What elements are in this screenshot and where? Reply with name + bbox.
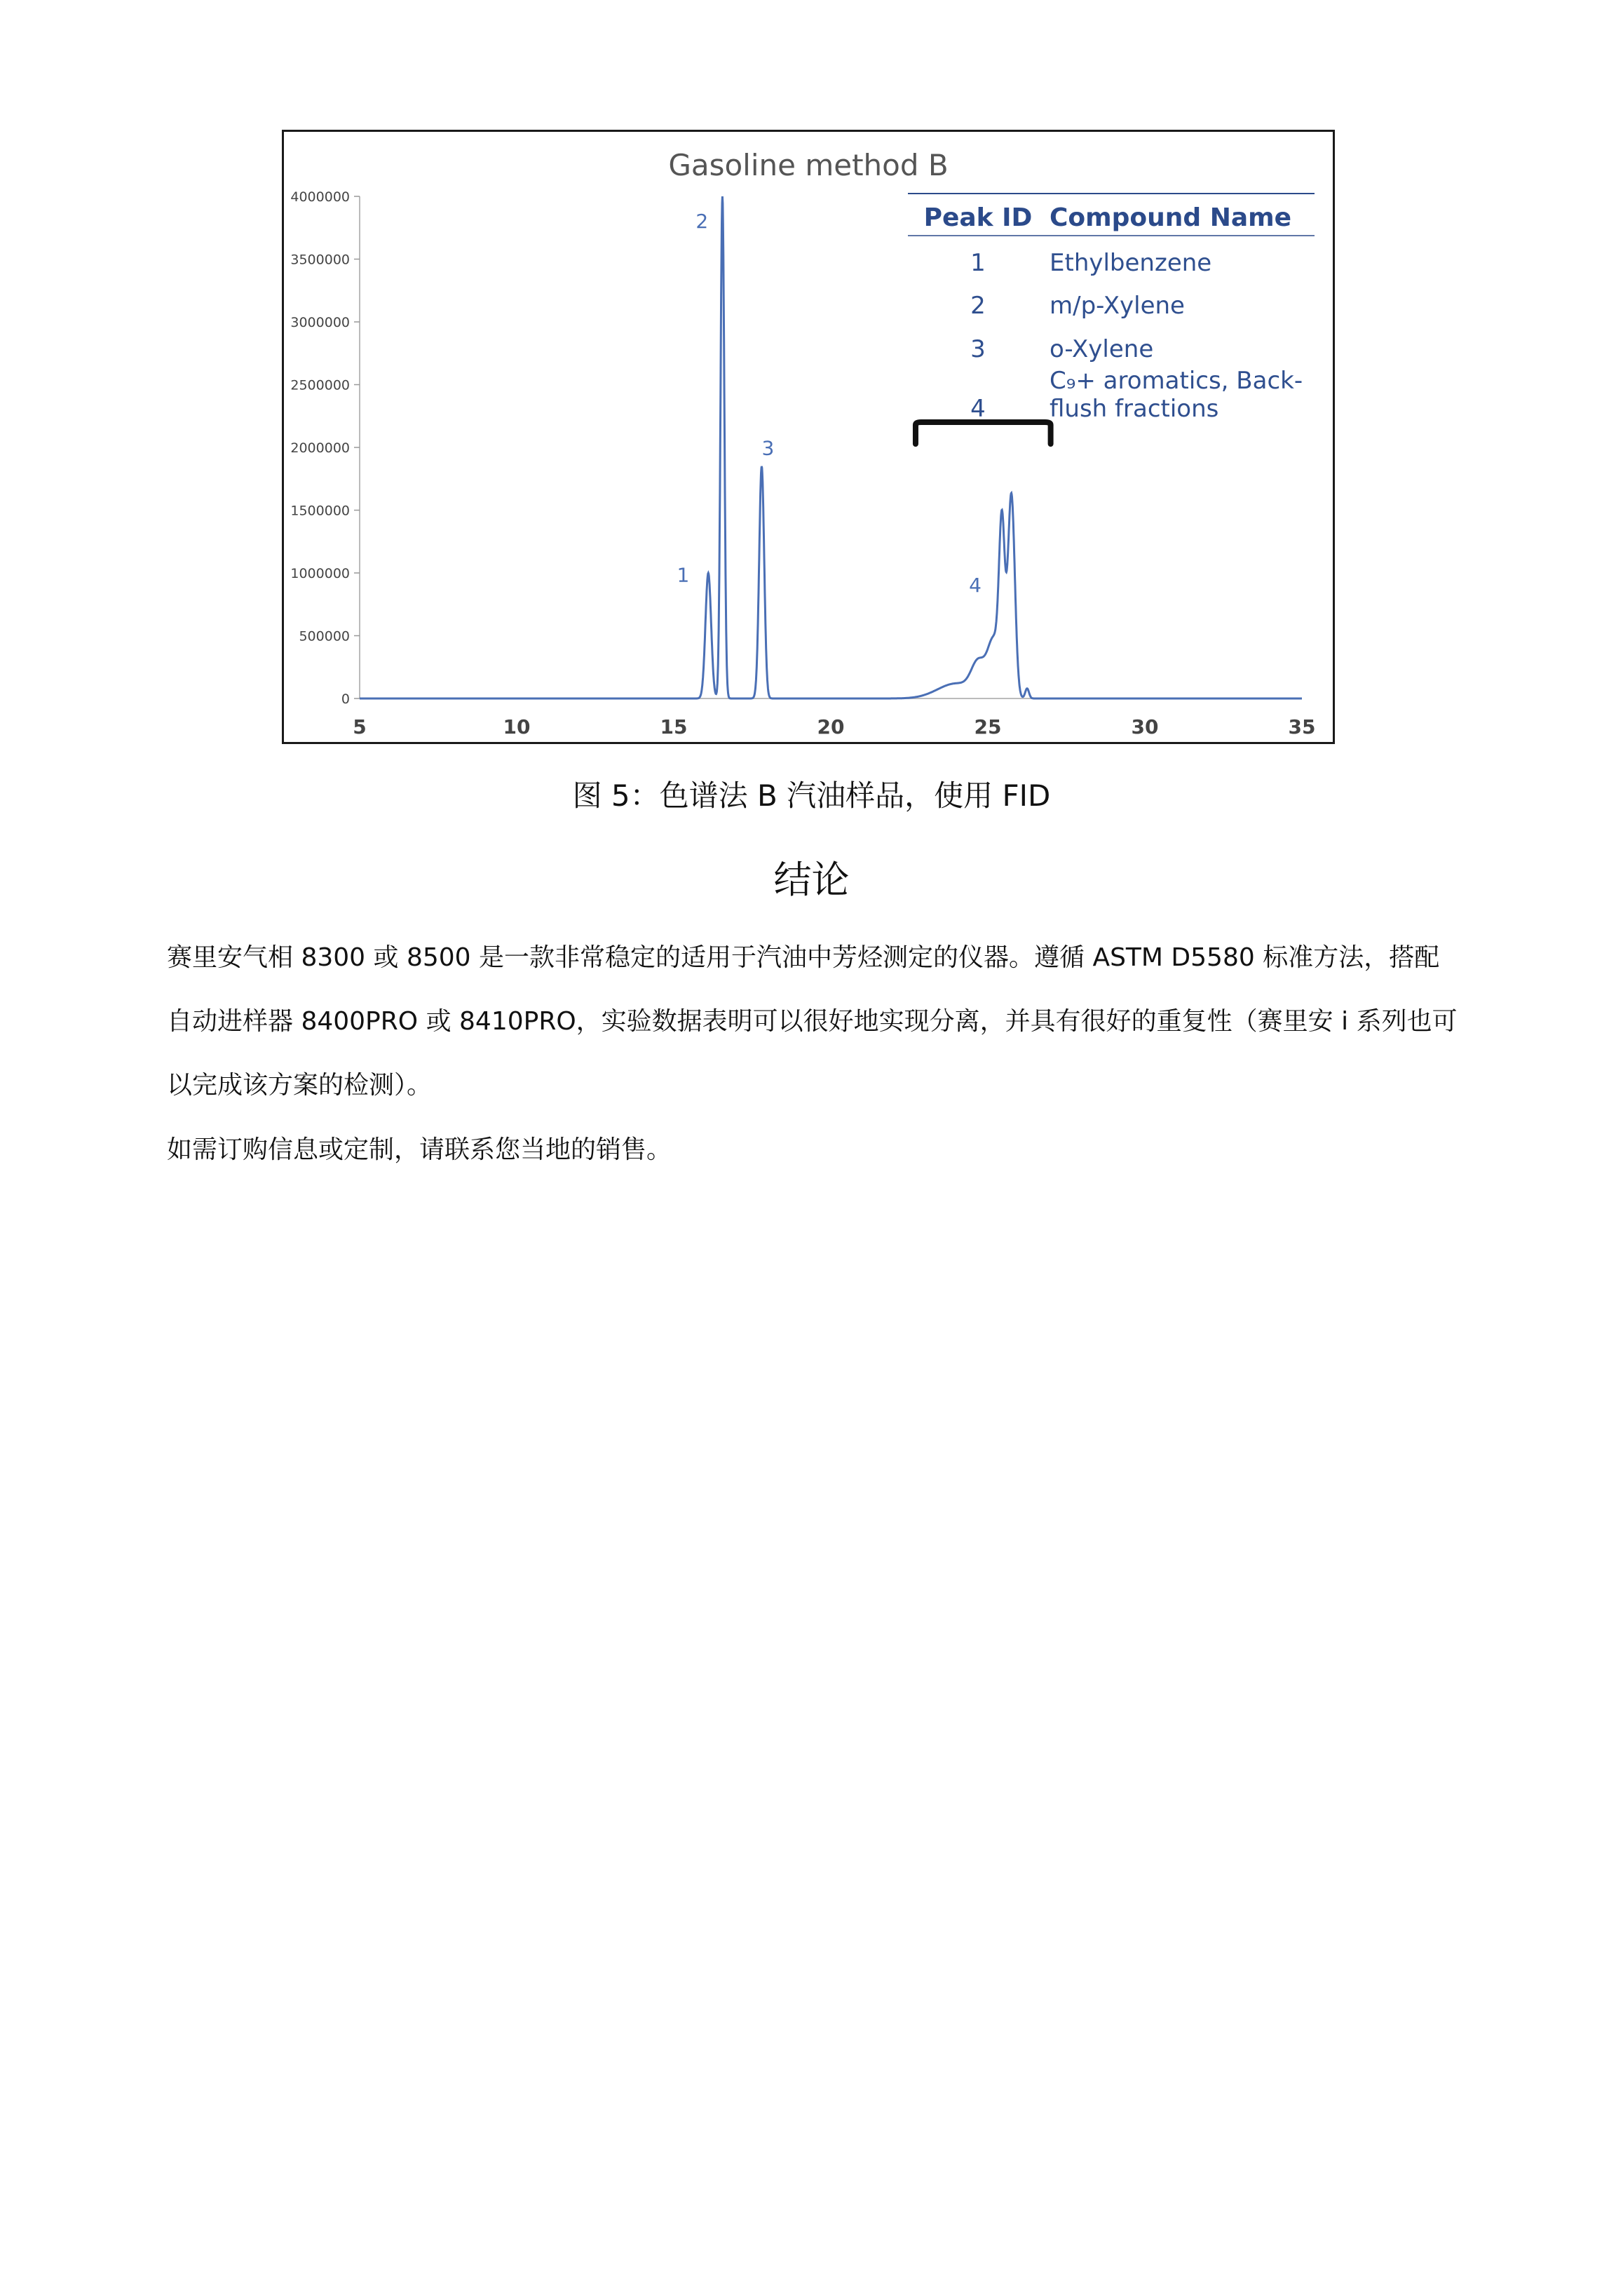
- peak-group-bracket: [916, 422, 1051, 444]
- legend-peak-id: 3: [970, 335, 986, 363]
- legend-peak-id: 4: [970, 395, 986, 423]
- x-tick-label: 35: [1288, 715, 1316, 738]
- chromatogram-figure: [282, 130, 1335, 744]
- legend-compound-name: Ethylbenzene: [1050, 249, 1212, 277]
- y-tick-label: 2000000: [290, 440, 350, 456]
- figure-caption: 图 5：色谱法 B 汽油样品，使用 FID: [572, 778, 1051, 813]
- legend-header-compound-name: Compound Name: [1050, 203, 1292, 232]
- y-tick-label: 1500000: [290, 503, 350, 519]
- contact-paragraph: 如需订购信息或定制，请联系您当地的销售。: [167, 1135, 672, 1164]
- y-tick-label: 2500000: [290, 377, 350, 393]
- x-tick-label: 15: [660, 715, 688, 738]
- legend-peak-id: 1: [970, 249, 986, 277]
- peak-label: 3: [761, 436, 775, 460]
- x-tick-label: 25: [974, 715, 1002, 738]
- legend-peak-id: 2: [970, 292, 986, 320]
- legend-compound-name: C₉+ aromatics, Back-: [1050, 367, 1303, 395]
- legend-compound-name: o-Xylene: [1050, 335, 1154, 363]
- y-tick-label: 3500000: [290, 252, 350, 268]
- x-tick-label: 5: [353, 715, 367, 738]
- y-tick-label: 500000: [299, 628, 350, 644]
- peak-label: 4: [969, 573, 982, 597]
- y-tick-label: 1000000: [290, 566, 350, 581]
- y-tick-label: 4000000: [290, 189, 350, 205]
- y-tick-label: 3000000: [290, 315, 350, 330]
- y-tick-label: 0: [341, 691, 350, 707]
- legend-compound-name: m/p-Xylene: [1050, 292, 1185, 320]
- legend-header-peak-id: Peak ID: [923, 203, 1033, 232]
- x-tick-label: 10: [503, 715, 531, 738]
- chart-title: Gasoline method B: [668, 148, 949, 182]
- peak-label: 2: [695, 209, 709, 233]
- x-tick-label: 30: [1131, 715, 1159, 738]
- x-tick-label: 20: [817, 715, 845, 738]
- chromatogram-chart: [284, 132, 1333, 742]
- conclusion-paragraph: 赛里安气相 8300 或 8500 是一款非常稳定的适用于汽油中芳烃测定的仪器。遵循 ASTM D5580 标准方法，搭配自动进样器 8400PRO 或 8410PRO，实验数据表明可以很好地实现分离，并具有很好的重复性（赛里安 i 系列也可以完成该方案的检测）。: [167, 943, 1458, 1100]
- section-title: 结论: [773, 858, 850, 902]
- legend-compound-name: flush fractions: [1050, 395, 1219, 423]
- peak-label: 1: [677, 563, 690, 587]
